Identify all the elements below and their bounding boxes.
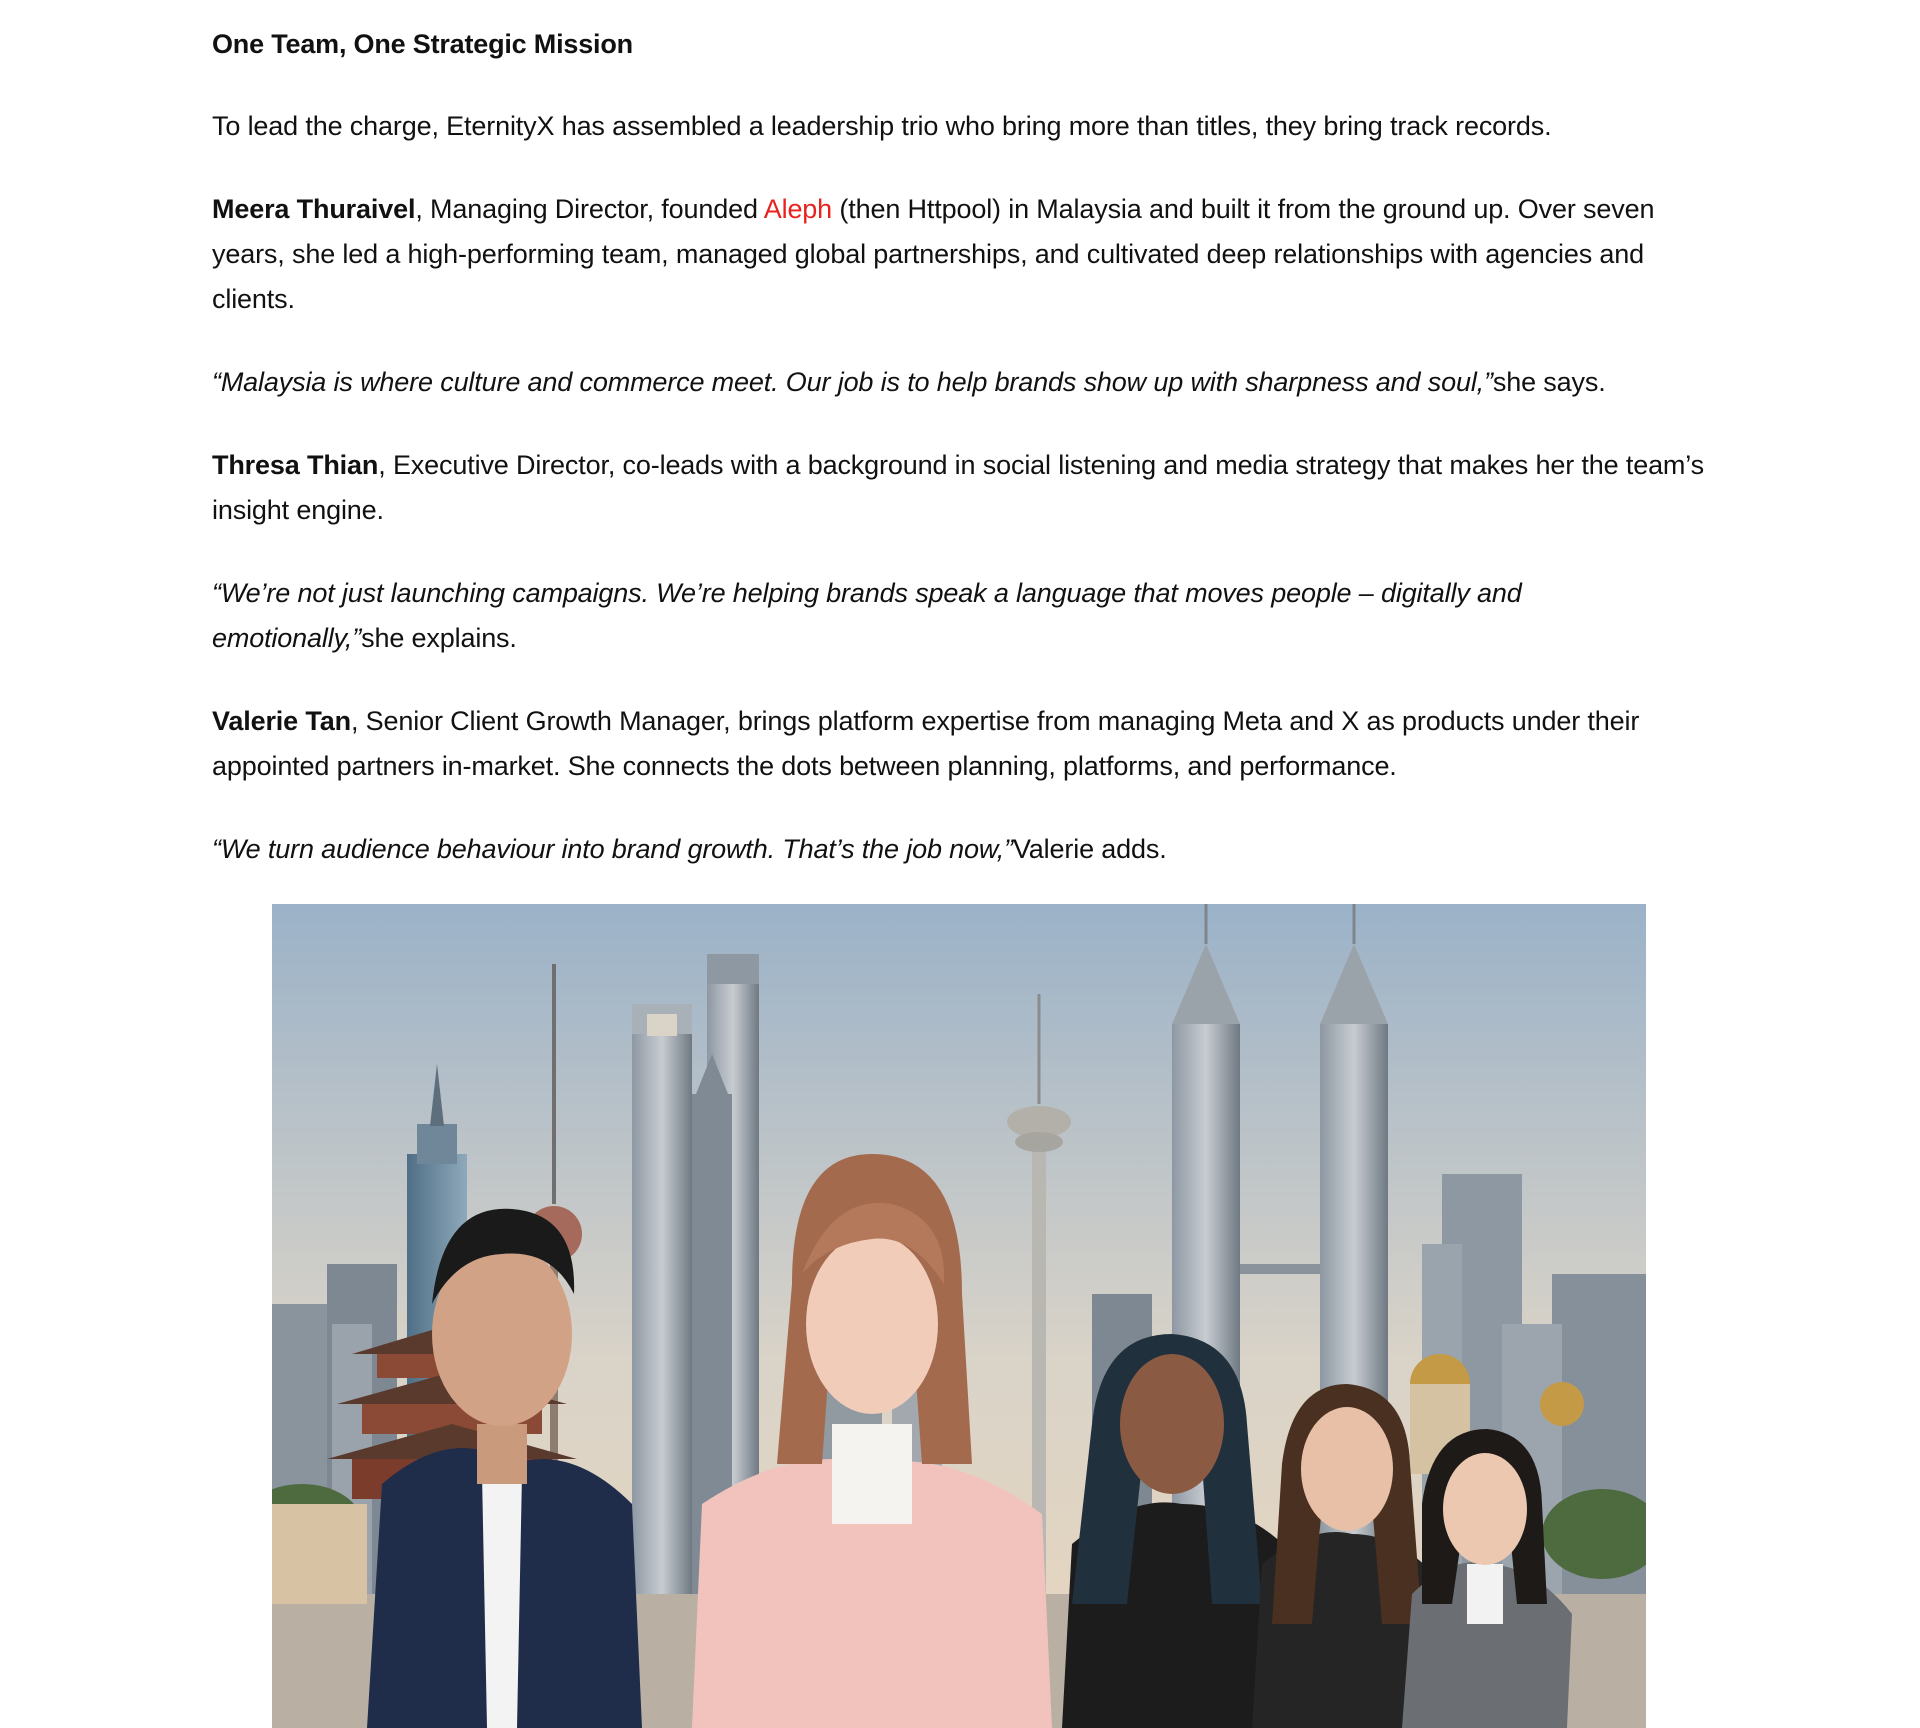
valerie-quote-paragraph [212, 827, 1712, 872]
article-body [212, 20, 1712, 910]
thresa-name: Thresa Thian [212, 450, 379, 480]
thresa-paragraph [212, 443, 1712, 533]
meera-name: Meera Thuraivel [212, 194, 416, 224]
meera-attribution: she says. [1492, 367, 1606, 397]
intro-paragraph: To lead the charge, EternityX has assembled a leadership trio who bring more than titles, they bring track records. [212, 111, 1552, 141]
meera-quote-paragraph [212, 360, 1712, 405]
valerie-attribution: Valerie adds. [1012, 834, 1167, 864]
team-photo-illustration [272, 904, 1646, 1728]
section-heading: One Team, One Strategic Mission [212, 29, 633, 59]
thresa-quote: “We’re not just launching campaigns. We’re helping brands speak a language that moves people – digitally and emotionally,” [212, 578, 1522, 653]
valerie-quote: “We turn audience behaviour into brand growth. That’s the job now,” [212, 834, 1013, 864]
valerie-paragraph [212, 699, 1712, 789]
meera-text-before-link: , Managing Director, founded [415, 194, 764, 224]
meera-paragraph [212, 187, 1712, 322]
valerie-description: , Senior Client Growth Manager, brings platform expertise from managing Meta and X as products under their appointed partners in-market. She connects the dots between planning, platforms, and performance. [212, 706, 1640, 781]
thresa-quote-paragraph [212, 571, 1712, 661]
meera-text-after-link: (then Httpool) in Malaysia and built it from the ground up. Over seven years, she led a high-performing team, managed global partnerships, and cultivated deep relationships with agencies and clients. [212, 194, 1655, 314]
team-photo [272, 904, 1646, 1728]
thresa-description: , Executive Director, co-leads with a background in social listening and media strategy that makes her the team’s insight engine. [212, 450, 1704, 525]
thresa-attribution: she explains. [361, 623, 517, 653]
aleph-link[interactable]: Aleph [763, 194, 833, 224]
valerie-name: Valerie Tan [212, 706, 351, 736]
meera-quote: “Malaysia is where culture and commerce meet. Our job is to help brands show up with sharpness and soul,” [212, 367, 1493, 397]
